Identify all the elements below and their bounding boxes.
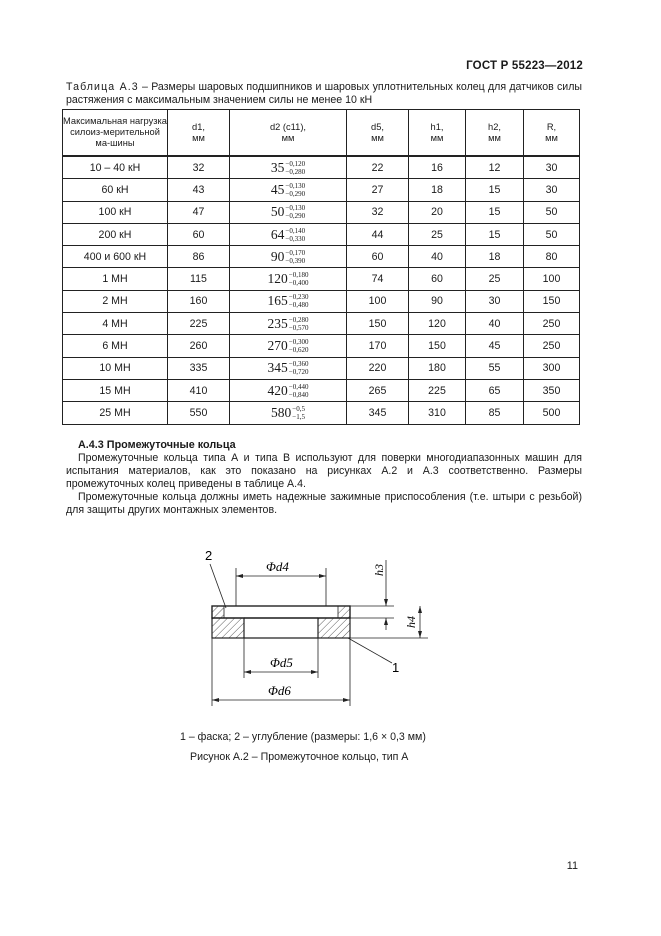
d2-lower-deviation: −0,290 bbox=[285, 212, 306, 221]
cell-d2 bbox=[230, 402, 347, 424]
cell-d5: 170 bbox=[347, 335, 409, 357]
cell-d2 bbox=[230, 313, 347, 335]
callout-2: 2 bbox=[205, 548, 213, 563]
table-row bbox=[63, 246, 580, 268]
cell-R: 500 bbox=[524, 402, 580, 424]
cell-h1: 150 bbox=[409, 335, 466, 357]
cell-load: 400 и 600 кН bbox=[63, 246, 168, 268]
cell-h2: 30 bbox=[466, 290, 524, 312]
cell-d1: 225 bbox=[168, 313, 230, 335]
cell-h1: 120 bbox=[409, 313, 466, 335]
cell-R: 300 bbox=[524, 357, 580, 379]
dimension-d4 bbox=[236, 559, 326, 606]
d2-upper-deviation: −0,440 bbox=[288, 382, 309, 391]
cell-h1: 20 bbox=[409, 201, 466, 223]
label-h3: h3 bbox=[372, 564, 386, 576]
d2-nominal: 420 bbox=[267, 382, 288, 398]
cell-d1: 160 bbox=[168, 290, 230, 312]
table-row bbox=[63, 268, 580, 290]
cell-h2: 65 bbox=[466, 379, 524, 401]
d2-upper-deviation: −0,300 bbox=[288, 338, 309, 347]
paragraph-2: Промежуточные кольца должны иметь надежные зажимные приспособления (т.е. штыри с резьбой) для защиты других монтажных элементов. bbox=[66, 491, 582, 517]
d2-nominal: 90 bbox=[270, 248, 285, 264]
cell-load: 4 МН bbox=[63, 313, 168, 335]
table-row bbox=[63, 335, 580, 357]
table-row bbox=[63, 223, 580, 245]
table-row bbox=[63, 201, 580, 223]
cell-d2 bbox=[230, 223, 347, 245]
cell-h2: 25 bbox=[466, 268, 524, 290]
cell-d5: 150 bbox=[347, 313, 409, 335]
d2-upper-deviation: −0,120 bbox=[285, 159, 306, 168]
cell-d1: 260 bbox=[168, 335, 230, 357]
cell-load: 15 МН bbox=[63, 379, 168, 401]
cell-h1: 25 bbox=[409, 223, 466, 245]
label-h4: h4 bbox=[404, 616, 418, 628]
header-h1: h1, мм bbox=[409, 110, 466, 157]
cell-load: 1 МН bbox=[63, 268, 168, 290]
cell-h2: 40 bbox=[466, 313, 524, 335]
cell-d5: 27 bbox=[347, 179, 409, 201]
d2-nominal: 50 bbox=[270, 204, 285, 220]
d2-nominal: 120 bbox=[267, 271, 288, 287]
page-number: 11 bbox=[566, 860, 578, 872]
d2-lower-deviation: −0,330 bbox=[285, 234, 306, 243]
cell-h1: 16 bbox=[409, 156, 466, 179]
dimension-heights bbox=[350, 560, 428, 638]
cell-load: 100 кН bbox=[63, 201, 168, 223]
cell-load: 10 – 40 кН bbox=[63, 156, 168, 179]
cell-d1: 335 bbox=[168, 357, 230, 379]
cell-h1: 60 bbox=[409, 268, 466, 290]
table-caption-label: Таблица А.3 bbox=[66, 81, 139, 93]
ring-section bbox=[212, 606, 350, 638]
header-h2: h2, мм bbox=[466, 110, 524, 157]
cell-d5: 74 bbox=[347, 268, 409, 290]
cell-R: 30 bbox=[524, 156, 580, 179]
cell-R: 80 bbox=[524, 246, 580, 268]
cell-d5: 32 bbox=[347, 201, 409, 223]
d2-lower-deviation: −0,720 bbox=[288, 368, 309, 377]
table-row bbox=[63, 156, 580, 179]
cell-d2 bbox=[230, 290, 347, 312]
header-load: Максимальная нагрузка силоиз-мерительной ма-шины bbox=[63, 110, 168, 157]
d2-nominal: 235 bbox=[267, 315, 288, 331]
cell-d2 bbox=[230, 156, 347, 179]
dimensions-table bbox=[62, 109, 580, 425]
cell-R: 250 bbox=[524, 335, 580, 357]
cell-R: 250 bbox=[524, 313, 580, 335]
ring-drawing bbox=[180, 538, 480, 718]
d2-nominal: 345 bbox=[267, 360, 288, 376]
cell-d2 bbox=[230, 268, 347, 290]
header-d5: d5, мм bbox=[347, 110, 409, 157]
figure-title: Рисунок А.2 – Промежуточное кольцо, тип А bbox=[190, 751, 409, 763]
figure-note: 1 – фаска; 2 – углубление (размеры: 1,6 × 0,3 мм) bbox=[180, 731, 426, 743]
cell-R: 150 bbox=[524, 290, 580, 312]
d2-lower-deviation: −1,5 bbox=[292, 412, 305, 421]
cell-d2 bbox=[230, 335, 347, 357]
d2-nominal: 35 bbox=[270, 159, 285, 175]
cell-load: 60 кН bbox=[63, 179, 168, 201]
d2-nominal: 270 bbox=[267, 338, 288, 354]
callout-1: 1 bbox=[392, 660, 400, 675]
cell-h2: 12 bbox=[466, 156, 524, 179]
d2-lower-deviation: −0,280 bbox=[285, 167, 306, 176]
cell-d5: 345 bbox=[347, 402, 409, 424]
header-d2: d2 (c11), мм bbox=[230, 110, 347, 157]
cell-d5: 44 bbox=[347, 223, 409, 245]
cell-R: 350 bbox=[524, 379, 580, 401]
d2-nominal: 580 bbox=[271, 404, 292, 420]
cell-h1: 90 bbox=[409, 290, 466, 312]
cell-d2 bbox=[230, 357, 347, 379]
cell-h1: 40 bbox=[409, 246, 466, 268]
label-d5: Φd5 bbox=[270, 655, 293, 670]
d2-upper-deviation: −0,5 bbox=[292, 404, 305, 413]
table-header-row bbox=[63, 110, 580, 157]
cell-d1: 115 bbox=[168, 268, 230, 290]
cell-load: 25 МН bbox=[63, 402, 168, 424]
table-row bbox=[63, 179, 580, 201]
d2-upper-deviation: −0,180 bbox=[288, 271, 309, 280]
table-row bbox=[63, 379, 580, 401]
d2-nominal: 64 bbox=[270, 226, 285, 242]
cell-d1: 60 bbox=[168, 223, 230, 245]
cell-h2: 45 bbox=[466, 335, 524, 357]
d2-lower-deviation: −0,620 bbox=[288, 346, 309, 355]
cell-d1: 550 bbox=[168, 402, 230, 424]
d2-upper-deviation: −0,360 bbox=[288, 360, 309, 369]
cell-h2: 15 bbox=[466, 179, 524, 201]
section-heading: А.4.3 Промежуточные кольца bbox=[78, 439, 236, 451]
cell-h1: 310 bbox=[409, 402, 466, 424]
d2-lower-deviation: −0,390 bbox=[285, 256, 306, 265]
cell-h1: 180 bbox=[409, 357, 466, 379]
d2-lower-deviation: −0,400 bbox=[288, 279, 309, 288]
cell-d5: 220 bbox=[347, 357, 409, 379]
cell-d2 bbox=[230, 201, 347, 223]
cell-h2: 85 bbox=[466, 402, 524, 424]
cell-d1: 43 bbox=[168, 179, 230, 201]
label-d6: Φd6 bbox=[268, 683, 291, 698]
cell-d5: 100 bbox=[347, 290, 409, 312]
d2-lower-deviation: −0,480 bbox=[288, 301, 309, 310]
d2-upper-deviation: −0,280 bbox=[288, 315, 309, 324]
cell-R: 30 bbox=[524, 179, 580, 201]
cell-h1: 18 bbox=[409, 179, 466, 201]
table-row bbox=[63, 290, 580, 312]
cell-load: 200 кН bbox=[63, 223, 168, 245]
dimension-d5 bbox=[244, 638, 318, 678]
d2-upper-deviation: −0,130 bbox=[285, 181, 306, 190]
d2-lower-deviation: −0,570 bbox=[288, 323, 309, 332]
d2-lower-deviation: −0,290 bbox=[285, 189, 306, 198]
d2-nominal: 165 bbox=[267, 293, 288, 309]
d2-upper-deviation: −0,230 bbox=[288, 293, 309, 302]
cell-h2: 15 bbox=[466, 223, 524, 245]
cell-d2 bbox=[230, 379, 347, 401]
cell-d1: 410 bbox=[168, 379, 230, 401]
cell-R: 50 bbox=[524, 201, 580, 223]
cell-d1: 47 bbox=[168, 201, 230, 223]
table-caption bbox=[66, 81, 582, 107]
label-d4: Φd4 bbox=[266, 559, 289, 574]
cell-d1: 86 bbox=[168, 246, 230, 268]
cell-load: 10 МН bbox=[63, 357, 168, 379]
cell-d2 bbox=[230, 179, 347, 201]
cell-load: 2 МН bbox=[63, 290, 168, 312]
cell-h2: 15 bbox=[466, 201, 524, 223]
cell-h2: 55 bbox=[466, 357, 524, 379]
header-d1: d1, мм bbox=[168, 110, 230, 157]
cell-d5: 265 bbox=[347, 379, 409, 401]
table-body bbox=[63, 156, 580, 424]
cell-h2: 18 bbox=[466, 246, 524, 268]
cell-R: 50 bbox=[524, 223, 580, 245]
cell-d1: 32 bbox=[168, 156, 230, 179]
d2-upper-deviation: −0,170 bbox=[285, 248, 306, 257]
paragraph-1: Промежуточные кольца типа А и типа В используют для поверки многодиапазонных машин для испытания материалов, как это показано на рисунках А.2 и А.3 соответственно. Размеры промежуточных колец приведены в таблице А.4. bbox=[66, 452, 582, 491]
cell-load: 6 МН bbox=[63, 335, 168, 357]
cell-d2 bbox=[230, 246, 347, 268]
table-row bbox=[63, 313, 580, 335]
cell-R: 100 bbox=[524, 268, 580, 290]
d2-nominal: 45 bbox=[270, 181, 285, 197]
table-row bbox=[63, 402, 580, 424]
table-caption-text: – Размеры шаровых подшипников и шаровых уплотнительных колец для датчиков силы растяжения с максимальным значением силы не менее 10 кН bbox=[66, 81, 582, 106]
callouts bbox=[205, 548, 399, 675]
cell-d5: 60 bbox=[347, 246, 409, 268]
d2-upper-deviation: −0,140 bbox=[285, 226, 306, 235]
table-row bbox=[63, 357, 580, 379]
header-R: R, мм bbox=[524, 110, 580, 157]
d2-upper-deviation: −0,130 bbox=[285, 204, 306, 213]
cell-h1: 225 bbox=[409, 379, 466, 401]
d2-lower-deviation: −0,840 bbox=[288, 390, 309, 399]
standard-header: ГОСТ Р 55223—2012 bbox=[466, 60, 583, 72]
cell-d5: 22 bbox=[347, 156, 409, 179]
